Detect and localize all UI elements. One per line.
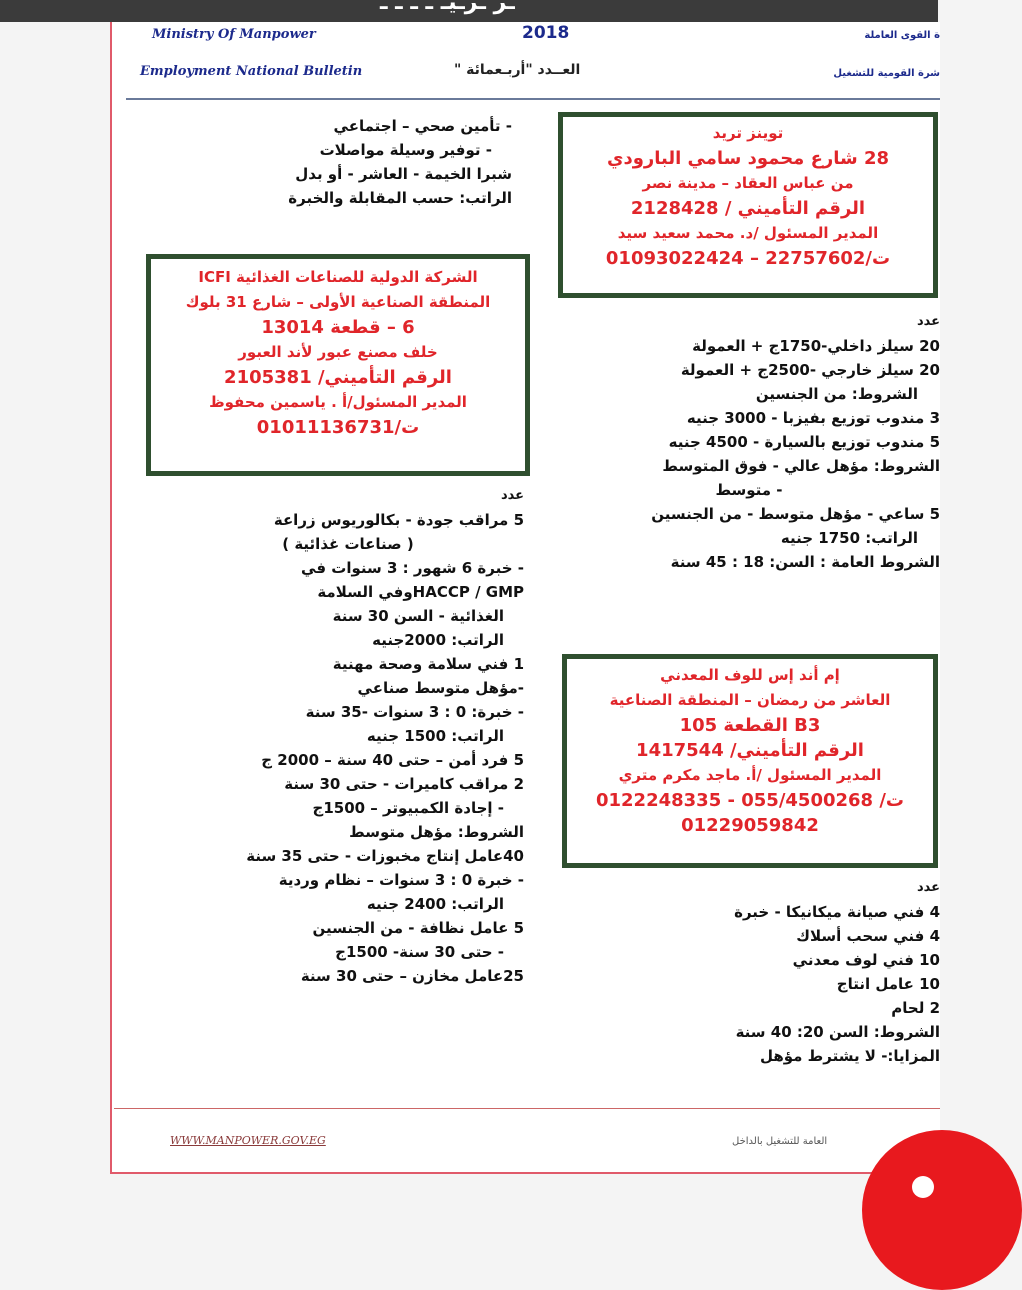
floating-action-button[interactable] bbox=[862, 1130, 1022, 1290]
company-name: توينز تريد bbox=[712, 124, 784, 142]
count-header: عدد bbox=[916, 880, 940, 895]
job-line: الشروط العامة : السن: 18 : 45 سنة bbox=[670, 553, 940, 571]
count-header: عدد bbox=[916, 314, 940, 329]
job-line: 5 مراقب جودة - بكالوريوس زراعة bbox=[273, 511, 524, 529]
phone: ت/ 055/4500268 - 0122248335 bbox=[595, 790, 905, 811]
job-line: 4 فني سحب أسلاك bbox=[796, 927, 940, 945]
job-line: - متوسط bbox=[715, 481, 783, 499]
company-address: المنطقة الصناعية الأولى – شارع 31 بلوك bbox=[185, 293, 491, 311]
count-header: عدد bbox=[500, 488, 524, 503]
top-bar-text: ـر ـرـيـ ـ ـ ـ ـ bbox=[380, 0, 515, 15]
job-line: 3 مندوب توزيع بفيزبا - 3000 جنيه bbox=[686, 409, 940, 427]
ministry-en: Ministry Of Manpower bbox=[152, 27, 316, 42]
job-line: HACCP / GMPوفي السلامة bbox=[317, 583, 524, 601]
ministry-ar: ة القوى العاملة bbox=[864, 30, 940, 41]
job-line: 2 مراقب كاميرات - حتى 30 سنة bbox=[284, 775, 524, 793]
job-line: - خبرة 0 : 3 سنوات – نظام وردية bbox=[278, 871, 524, 889]
bulletin-page bbox=[110, 22, 940, 1174]
job-line: 4 فني صيانة ميكانيكا - خبرة bbox=[734, 903, 940, 921]
header-rule bbox=[126, 98, 940, 100]
job-line: الغذائية - السن 30 سنة bbox=[332, 607, 504, 625]
job-line: 5 مندوب توزيع بالسيارة - 4500 جنيه bbox=[668, 433, 940, 451]
year: 2018 bbox=[522, 23, 570, 43]
company-box-twins bbox=[558, 112, 938, 298]
job-line: المزايا:- لا يشترط مؤهل bbox=[759, 1047, 940, 1065]
job-line: 5 عامل نظافة - من الجنسين bbox=[312, 919, 524, 937]
left-top-text bbox=[232, 114, 512, 210]
job-line: الراتب: 2000جنيه bbox=[372, 631, 504, 649]
job-line: 10 عامل انتاج bbox=[836, 975, 940, 993]
job-line: الشروط: السن 20: 40 سنة bbox=[735, 1023, 940, 1041]
job-line: الشروط: مؤهل عالي - فوق المتوسط bbox=[662, 457, 940, 475]
job-line: الراتب: 1500 جنيه bbox=[366, 727, 504, 745]
company-address: العاشر من رمضان – المنطقة الصناعية bbox=[609, 691, 891, 709]
issue-number: العــدد "أربـعمائة " bbox=[454, 62, 581, 78]
job-line: الراتب: 2400 جنيه bbox=[366, 895, 504, 913]
company-address: من عباس العقاد – مدينة نصر bbox=[642, 174, 854, 192]
manager: المدير المسئول /أ. ماجد مكرم متري bbox=[618, 766, 882, 784]
phone: ت/01011136731 bbox=[256, 417, 420, 438]
fab-dot-icon bbox=[912, 1176, 934, 1198]
company-name: إم أند إس للوف المعدني bbox=[660, 666, 840, 684]
job-line: ( صناعات غذائية ) bbox=[282, 535, 414, 553]
footer-ar-text: العامة للتشغيل بالداخل bbox=[732, 1136, 828, 1147]
company-box-mns bbox=[562, 654, 938, 868]
company-landmark: خلف مصنع عبور لأند العبور bbox=[238, 343, 438, 361]
phone: ت/22757602 – 01093022424 bbox=[605, 248, 891, 269]
job-line: 20 سيلز خارجي -2500ج + العمولة bbox=[680, 361, 940, 379]
insurance-number: الرقم التأميني/ 2105381 bbox=[224, 367, 452, 388]
company-address: B3 القطعة 105 bbox=[679, 715, 821, 736]
job-line: - خبرة 6 شهور : 3 سنوات في bbox=[301, 559, 524, 577]
job-line: - إجادة الكمبيوتر – 1500ج bbox=[312, 799, 504, 817]
job-line: 2 لحام bbox=[891, 999, 940, 1017]
job-line: 10 فني لوف معدني bbox=[792, 951, 940, 969]
job-line: 5 ساعي - مؤهل متوسط - من الجنسين bbox=[651, 505, 940, 523]
bulletin-en: Employment National Bulletin bbox=[140, 64, 363, 79]
job-line: 40عامل إنتاج مخبوزات - حتى 35 سنة bbox=[246, 847, 524, 865]
right-mid-text bbox=[558, 310, 940, 574]
job-line: - خبرة: 0 : 3 سنوات -35 سنة bbox=[305, 703, 524, 721]
phone: 01229059842 bbox=[681, 815, 819, 836]
insurance-number: الرقم التأميني / 2128428 bbox=[630, 198, 866, 219]
text-line: شبرا الخيمة - العاشر - أو بدل bbox=[295, 165, 512, 183]
text-line: - تأمين صحي – اجتماعي bbox=[333, 117, 512, 135]
footer-rule bbox=[114, 1108, 940, 1109]
job-line: -مؤهل متوسط صناعي bbox=[357, 679, 524, 697]
job-line: 5 فرد أمن – حتى 40 سنة – 2000 ج bbox=[261, 751, 524, 769]
right-bottom-text bbox=[672, 876, 940, 1068]
job-line: الشروط: من الجنسين bbox=[755, 385, 918, 403]
job-line: - حتى 30 سنة- 1500ج bbox=[335, 943, 504, 961]
job-line: الشروط: مؤهل متوسط bbox=[349, 823, 524, 841]
job-line: الراتب: 1750 جنيه bbox=[780, 529, 918, 547]
company-address: 6 – قطعة 13014 bbox=[261, 317, 415, 338]
company-name: الشركة الدولية للصناعات الغذائية ICFI bbox=[198, 268, 478, 286]
manager: المدير المسئول/أ . ياسمين محفوظ bbox=[209, 393, 467, 411]
footer-url[interactable]: WWW.MANPOWER.GOV.EG bbox=[170, 1134, 326, 1147]
job-line: 1 فني سلامة وصحة مهنية bbox=[332, 655, 524, 673]
job-line: 25عامل مخازن – حتى 30 سنة bbox=[300, 967, 524, 985]
company-box-icfi bbox=[146, 254, 530, 476]
manager: المدير المسئول /د. محمد سعيد سيد bbox=[617, 224, 879, 242]
left-bottom-text bbox=[172, 484, 524, 988]
insurance-number: الرقم التأميني/ 1417544 bbox=[636, 740, 864, 761]
top-bar bbox=[0, 0, 938, 22]
company-address: 28 شارع محمود سامي البارودي bbox=[606, 148, 890, 169]
job-line: 20 سيلز داخلي-1750ج + العمولة bbox=[692, 337, 940, 355]
text-line: الراتب: حسب المقابلة والخبرة bbox=[288, 189, 512, 207]
text-line: - توفير وسيلة مواصلات bbox=[319, 141, 492, 159]
bulletin-ar: شرة القومية للتشغيل bbox=[833, 68, 940, 79]
